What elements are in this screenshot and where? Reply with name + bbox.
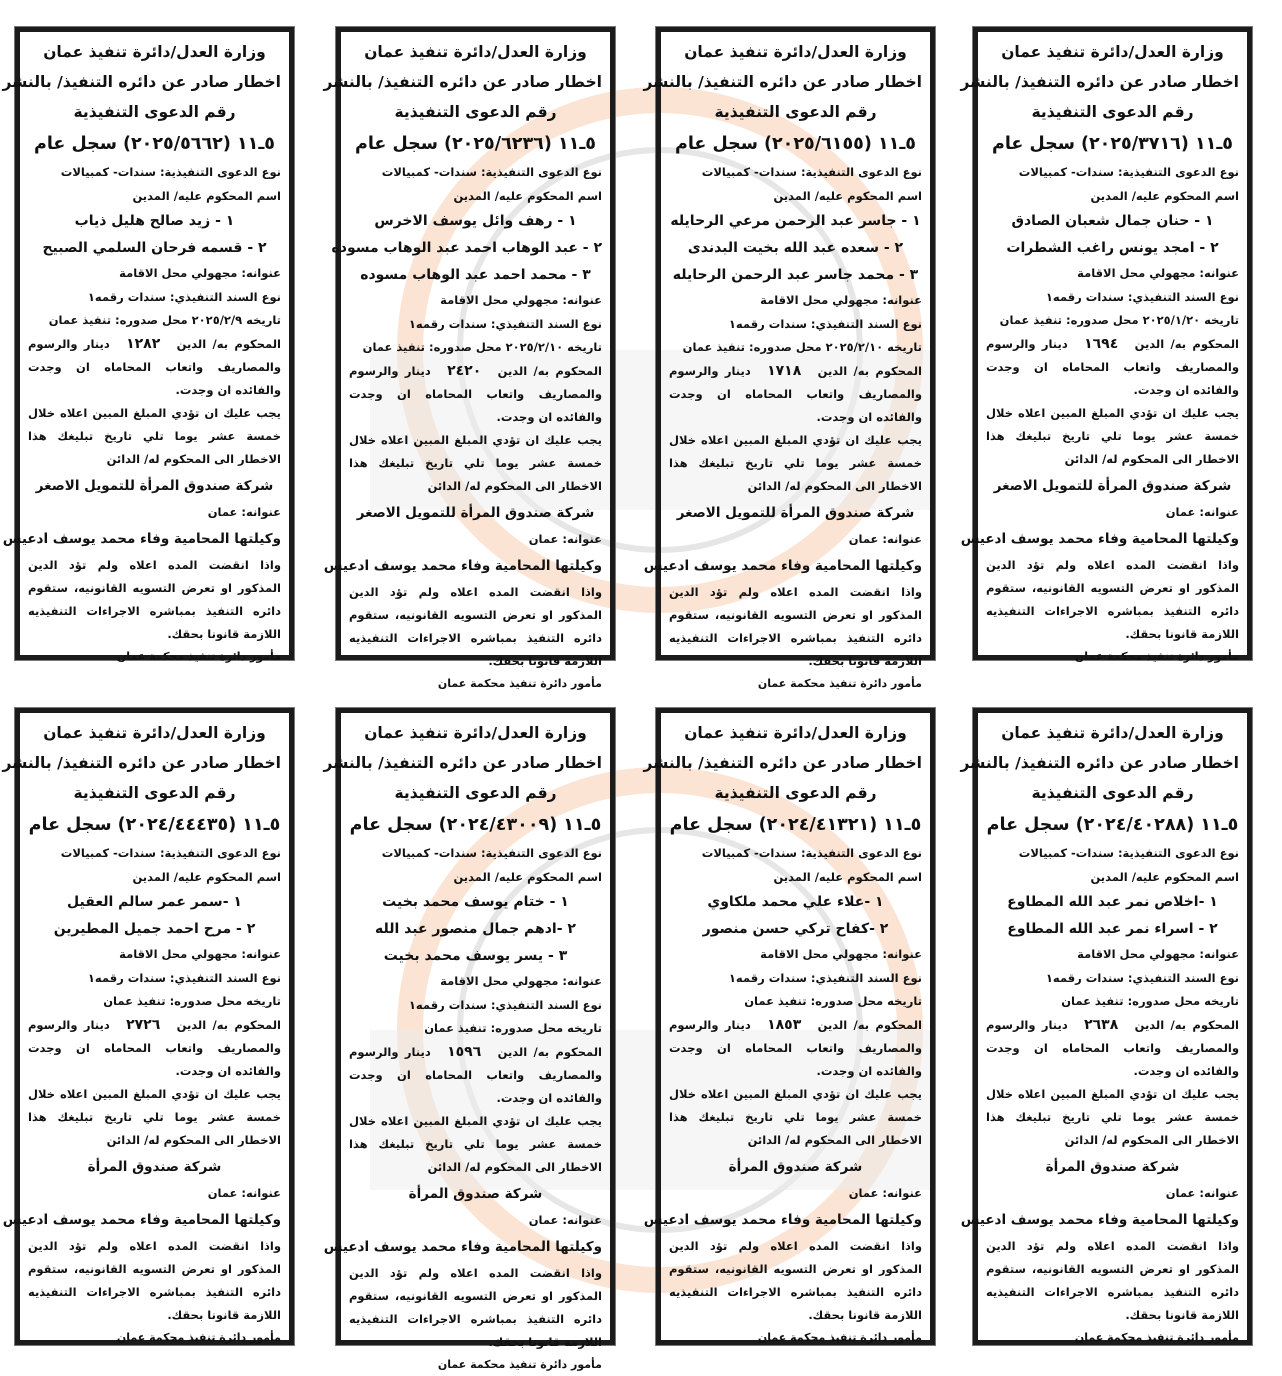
signature: مأمور دائرة تنفيذ محكمة عمان [1074, 650, 1239, 663]
lawyer-name: وكيلتها المحامية وفاء محمد يوسف ادعيس [323, 558, 602, 574]
case-number: ٥ـ١١ (٢٠٢٥/٦٢٣٦) سجل عام [355, 134, 596, 154]
debtor-name: ١ - زيد صالح هليل ذياب [74, 213, 235, 229]
ministry-title: وزارة العدل/دائرة تنفيذ عمان [684, 43, 907, 61]
debtor-label: اسم المحكوم عليه/ المدين [453, 869, 602, 884]
amount-prefix: المحكوم به/ الدين [817, 1017, 922, 1032]
creditor-name: شركة صندوق المرأة للتمويل الاصغر [356, 504, 595, 521]
creditor-name: شركة صندوق المرأة [1045, 1158, 1180, 1175]
payment-instruction: يجب عليك ان تؤدي المبلغ المبين اعلاه خلال خمسة عشر يوما تلي تاريخ تبليغك هذا الاخطار الى المحكوم له/ الدائن [349, 432, 602, 493]
fees-text: دينار والرسوم والمصاريف واتعاب المحاماه ان وجدت والفائده ان وجدت. [349, 1044, 602, 1105]
case-type: نوع الدعوى التنفيذية: سندات- كمبيالات [381, 846, 602, 860]
legal-notice [2, 27, 294, 663]
lawyer-name: وكيلتها المحامية وفاء محمد يوسف ادعيس [643, 558, 922, 574]
ministry-title: وزارة العدل/دائرة تنفيذ عمان [684, 724, 907, 742]
case-type: نوع الدعوى التنفيذية: سندات- كمبيالات [60, 165, 281, 179]
deed-date: تاريخه ٢٠٢٥/٢/٩ محل صدوره: تنفيذ عمان [48, 313, 281, 327]
case-label: رقم الدعوى التنفيذية [394, 103, 557, 121]
creditor-address: عنوانه: عمان [848, 531, 922, 546]
debtor-name: ٣ - يسر يوسف محمد بخيت [383, 948, 568, 964]
amount-paragraph [669, 360, 922, 429]
creditor-name: شركة صندوق المرأة للتمويل الاصغر [676, 504, 915, 521]
debtor-name: ١ - جاسر عبد الرحمن مرعي الرحايله [670, 213, 921, 229]
case-label: رقم الدعوى التنفيذية [73, 103, 236, 121]
lawyer-name: وكيلتها المحامية وفاء محمد يوسف ادعيس [323, 1239, 602, 1255]
debtor-address: عنوانه: مجهولي محل الاقامة [760, 947, 922, 961]
debtor-label: اسم المحكوم عليه/ المدين [132, 869, 281, 884]
debt-amount: ١٦٩٤ [1084, 335, 1119, 352]
case-label: رقم الدعوى التنفيذية [714, 784, 877, 802]
debtor-label: اسم المحكوم عليه/ المدين [132, 188, 281, 203]
deed-type: نوع السند التنفيذي: سندات رقمه١ [408, 997, 602, 1012]
creditor-name: شركة صندوق المرأة [87, 1158, 222, 1175]
case-number: ٥ـ١١ (٢٠٢٤/٤٣٠٠٩) سجل عام [349, 815, 602, 835]
creditor-address: عنوانه: عمان [1165, 1185, 1239, 1200]
fees-text: دينار والرسوم والمصاريف واتعاب المحاماه ان وجدت والفائده ان وجدت. [349, 363, 602, 424]
debtor-name: ٢ - امجد يونس راغب الشطرات [1006, 240, 1219, 256]
case-type: نوع الدعوى التنفيذية: سندات- كمبيالات [381, 165, 602, 179]
debt-amount: ١٢٨٢ [126, 335, 161, 352]
deed-date: تاريخه ٢٠٢٥/٢/١٠ محل صدوره: تنفيذ عمان [682, 340, 922, 354]
case-number: ٥ـ١١ (٢٠٢٥/٣٧١٦) سجل عام [992, 134, 1233, 154]
debtor-label: اسم المحكوم عليه/ المدين [1090, 869, 1239, 884]
deed-type: نوع السند التنفيذي: سندات رقمه١ [1045, 289, 1239, 304]
deed-date: تاريخه محل صدوره: تنفيذ عمان [103, 994, 281, 1008]
deed-type: نوع السند التنفيذي: سندات رقمه١ [1045, 970, 1239, 985]
debtor-address: عنوانه: مجهولي محل الاقامة [1077, 266, 1239, 280]
warning-text: واذا انقضت المده اعلاه ولم تؤد الدين المذكور او تعرض التسويه القانونيه، ستقوم دائره التنفيذ بمباشره الاجراءات التنفيذيه اللازمة قانونا بحقك. [28, 558, 281, 641]
debtor-name: ٢ - قسمه فرحان السلمي الصبيح [42, 240, 267, 256]
amount-paragraph [28, 333, 281, 402]
creditor-name: شركة صندوق المرأة [408, 1185, 543, 1202]
legal-notice [323, 708, 615, 1371]
deed-date: تاريخه محل صدوره: تنفيذ عمان [1061, 994, 1239, 1008]
deed-type: نوع السند التنفيذي: سندات رقمه١ [87, 289, 281, 304]
notice-title: اخطار صادر عن دائره التنفيذ/ بالنشر [2, 73, 281, 91]
case-type: نوع الدعوى التنفيذية: سندات- كمبيالات [701, 165, 922, 179]
debtor-address: عنوانه: مجهولي محل الاقامة [440, 293, 602, 307]
debt-amount: ١٨٥٣ [767, 1016, 802, 1033]
case-label: رقم الدعوى التنفيذية [394, 784, 557, 802]
amount-paragraph [986, 333, 1239, 402]
debt-amount: ٢٦٣٨ [1084, 1016, 1119, 1033]
lawyer-name: وكيلتها المحامية وفاء محمد يوسف ادعيس [960, 531, 1239, 547]
ministry-title: وزارة العدل/دائرة تنفيذ عمان [1001, 43, 1224, 61]
ministry-title: وزارة العدل/دائرة تنفيذ عمان [43, 43, 266, 61]
amount-prefix: المحكوم به/ الدين [817, 363, 922, 378]
deed-date: تاريخه ٢٠٢٥/٢/١٠ محل صدوره: تنفيذ عمان [362, 340, 602, 354]
warning-text: واذا انقضت المده اعلاه ولم تؤد الدين المذكور او تعرض التسويه القانونيه، ستقوم دائره التنفيذ بمباشره الاجراءات التنفيذيه اللازمة قانونا بحقك. [986, 1239, 1239, 1322]
debtor-name: ٢ -كفاح تركي حسن منصور [702, 921, 889, 937]
amount-prefix: المحكوم به/ الدين [176, 1017, 281, 1032]
creditor-address: عنوانه: عمان [528, 531, 602, 546]
debtor-name: ٣ - محمد احمد عبد الوهاب مسوده [360, 267, 591, 283]
debtor-name: ٢ - عبد الوهاب احمد عبد الوهاب مسوده [331, 240, 602, 256]
debtor-name: ٢ - مرح احمد جميل المطيرين [53, 921, 256, 937]
debtor-name: ٢ - سعده عبد الله بخيت البدندى [687, 240, 904, 256]
signature: مأمور دائرة تنفيذ محكمة عمان [116, 650, 281, 663]
fees-text: دينار والرسوم والمصاريف واتعاب المحاماه ان وجدت والفائده ان وجدت. [28, 1017, 281, 1078]
debtor-label: اسم المحكوم عليه/ المدين [453, 188, 602, 203]
debtor-address: عنوانه: مجهولي محل الاقامة [119, 947, 281, 961]
notice-title: اخطار صادر عن دائره التنفيذ/ بالنشر [323, 73, 602, 91]
signature: مأمور دائرة تنفيذ محكمة عمان [116, 1331, 281, 1344]
amount-paragraph [986, 1014, 1239, 1083]
signature: مأمور دائرة تنفيذ محكمة عمان [757, 1331, 922, 1344]
legal-notice [643, 708, 935, 1345]
signature: مأمور دائرة تنفيذ محكمة عمان [437, 677, 602, 690]
amount-paragraph [669, 1014, 922, 1083]
lawyer-name: وكيلتها المحامية وفاء محمد يوسف ادعيس [643, 1212, 922, 1228]
debtor-address: عنوانه: مجهولي محل الاقامة [119, 266, 281, 280]
fees-text: دينار والرسوم والمصاريف واتعاب المحاماه ان وجدت والفائده ان وجدت. [28, 336, 281, 397]
fees-text: دينار والرسوم والمصاريف واتعاب المحاماه ان وجدت والفائده ان وجدت. [669, 1017, 922, 1078]
debt-amount: ٢٧٢٦ [126, 1016, 161, 1033]
notice-title: اخطار صادر عن دائره التنفيذ/ بالنشر [960, 73, 1239, 91]
debtor-name: ٢ -ادهم جمال منصور عبد الله [375, 921, 576, 937]
creditor-name: شركة صندوق المرأة للتمويل الاصغر [993, 477, 1232, 494]
creditor-address: عنوانه: عمان [1165, 504, 1239, 519]
deed-type: نوع السند التنفيذي: سندات رقمه١ [728, 970, 922, 985]
amount-prefix: المحكوم به/ الدين [497, 363, 602, 378]
lawyer-name: وكيلتها المحامية وفاء محمد يوسف ادعيس [2, 531, 281, 547]
amount-prefix: المحكوم به/ الدين [497, 1044, 602, 1059]
notice-title: اخطار صادر عن دائره التنفيذ/ بالنشر [323, 754, 602, 772]
case-type: نوع الدعوى التنفيذية: سندات- كمبيالات [701, 846, 922, 860]
legal-notice [643, 27, 935, 690]
debt-amount: ١٧١٨ [767, 362, 802, 379]
warning-text: واذا انقضت المده اعلاه ولم تؤد الدين المذكور او تعرض التسويه القانونيه، ستقوم دائره التنفيذ بمباشره الاجراءات التنفيذيه اللازمة قانونا بحقك. [349, 1266, 602, 1349]
case-number: ٥ـ١١ (٢٠٢٥/٦١٥٥) سجل عام [675, 134, 916, 154]
creditor-name: شركة صندوق المرأة [728, 1158, 863, 1175]
lawyer-name: وكيلتها المحامية وفاء محمد يوسف ادعيس [960, 1212, 1239, 1228]
ministry-title: وزارة العدل/دائرة تنفيذ عمان [1001, 724, 1224, 742]
payment-instruction: يجب عليك ان تؤدي المبلغ المبين اعلاه خلال خمسة عشر يوما تلي تاريخ تبليغك هذا الاخطار الى المحكوم له/ الدائن [349, 1113, 602, 1174]
legal-notice [960, 708, 1252, 1345]
debtor-label: اسم المحكوم عليه/ المدين [1090, 188, 1239, 203]
amount-paragraph [28, 1014, 281, 1083]
debtor-name: ١ -اخلاص نمر عبد الله المطاوع [1007, 894, 1218, 910]
case-label: رقم الدعوى التنفيذية [73, 784, 236, 802]
debtor-address: عنوانه: مجهولي محل الاقامة [1077, 947, 1239, 961]
notice-title: اخطار صادر عن دائره التنفيذ/ بالنشر [643, 73, 922, 91]
debt-amount: ٢٤٢٠ [447, 362, 482, 379]
payment-instruction: يجب عليك ان تؤدي المبلغ المبين اعلاه خلال خمسة عشر يوما تلي تاريخ تبليغك هذا الاخطار الى المحكوم له/ الدائن [28, 1086, 281, 1147]
case-type: نوع الدعوى التنفيذية: سندات- كمبيالات [60, 846, 281, 860]
case-label: رقم الدعوى التنفيذية [1031, 784, 1194, 802]
payment-instruction: يجب عليك ان تؤدي المبلغ المبين اعلاه خلال خمسة عشر يوما تلي تاريخ تبليغك هذا الاخطار الى المحكوم له/ الدائن [669, 432, 922, 493]
amount-prefix: المحكوم به/ الدين [176, 336, 281, 351]
case-number: ٥ـ١١ (٢٠٢٤/٤٠٢٨٨) سجل عام [986, 815, 1239, 835]
deed-date: تاريخه محل صدوره: تنفيذ عمان [744, 994, 922, 1008]
case-number: ٥ـ١١ (٢٠٢٤/٤٤٤٣٥) سجل عام [28, 815, 281, 835]
case-type: نوع الدعوى التنفيذية: سندات- كمبيالات [1018, 846, 1239, 860]
warning-text: واذا انقضت المده اعلاه ولم تؤد الدين المذكور او تعرض التسويه القانونيه، ستقوم دائره التنفيذ بمباشره الاجراءات التنفيذيه اللازمة قانونا بحقك. [986, 558, 1239, 641]
debtor-name: ١ - ختام يوسف محمد بخيت [382, 894, 569, 910]
deed-date: تاريخه محل صدوره: تنفيذ عمان [424, 1021, 602, 1035]
debtor-name: ٣ - محمد جاسر عبد الرحمن الرحايله [672, 267, 919, 283]
debtor-name: ١ - رهف وائل يوسف الاخرس [374, 213, 577, 229]
signature: مأمور دائرة تنفيذ محكمة عمان [1074, 1331, 1239, 1344]
deed-type: نوع السند التنفيذي: سندات رقمه١ [728, 316, 922, 331]
creditor-address: عنوانه: عمان [528, 1212, 602, 1227]
legal-notice [323, 27, 615, 690]
fees-text: دينار والرسوم والمصاريف واتعاب المحاماه ان وجدت والفائده ان وجدت. [986, 336, 1239, 397]
payment-instruction: يجب عليك ان تؤدي المبلغ المبين اعلاه خلال خمسة عشر يوما تلي تاريخ تبليغك هذا الاخطار الى المحكوم له/ الدائن [669, 1086, 922, 1147]
debtor-name: ١ -سمر عمر سالم العقيل [67, 894, 242, 910]
creditor-address: عنوانه: عمان [848, 1185, 922, 1200]
debtor-address: عنوانه: مجهولي محل الاقامة [440, 974, 602, 988]
ministry-title: وزارة العدل/دائرة تنفيذ عمان [364, 43, 587, 61]
ministry-title: وزارة العدل/دائرة تنفيذ عمان [43, 724, 266, 742]
lawyer-name: وكيلتها المحامية وفاء محمد يوسف ادعيس [2, 1212, 281, 1228]
debtor-name: ١ - حنان جمال شعبان الصادق [1011, 213, 1214, 229]
case-type: نوع الدعوى التنفيذية: سندات- كمبيالات [1018, 165, 1239, 179]
fees-text: دينار والرسوم والمصاريف واتعاب المحاماه ان وجدت والفائده ان وجدت. [986, 1017, 1239, 1078]
payment-instruction: يجب عليك ان تؤدي المبلغ المبين اعلاه خلال خمسة عشر يوما تلي تاريخ تبليغك هذا الاخطار الى المحكوم له/ الدائن [986, 1086, 1239, 1147]
case-number: ٥ـ١١ (٢٠٢٥/٥٦٦٢) سجل عام [34, 134, 275, 154]
notice-title: اخطار صادر عن دائره التنفيذ/ بالنشر [960, 754, 1239, 772]
debt-amount: ١٥٩٦ [447, 1043, 482, 1060]
ministry-title: وزارة العدل/دائرة تنفيذ عمان [364, 724, 587, 742]
case-number: ٥ـ١١ (٢٠٢٤/٤١٣٢١) سجل عام [669, 815, 922, 835]
warning-text: واذا انقضت المده اعلاه ولم تؤد الدين المذكور او تعرض التسويه القانونيه، ستقوم دائره التنفيذ بمباشره الاجراءات التنفيذيه اللازمة قانونا بحقك. [669, 1239, 922, 1322]
amount-prefix: المحكوم به/ الدين [1134, 1017, 1239, 1032]
case-label: رقم الدعوى التنفيذية [1031, 103, 1194, 121]
creditor-address: عنوانه: عمان [207, 504, 281, 519]
deed-date: تاريخه ٢٠٢٥/١/٢٠ محل صدوره: تنفيذ عمان [999, 313, 1239, 327]
warning-text: واذا انقضت المده اعلاه ولم تؤد الدين المذكور او تعرض التسويه القانونيه، ستقوم دائره التنفيذ بمباشره الاجراءات التنفيذيه اللازمة قانونا بحقك. [28, 1239, 281, 1322]
warning-text: واذا انقضت المده اعلاه ولم تؤد الدين المذكور او تعرض التسويه القانونيه، ستقوم دائره التنفيذ بمباشره الاجراءات التنفيذيه اللازمة قانونا بحقك. [349, 585, 602, 668]
payment-instruction: يجب عليك ان تؤدي المبلغ المبين اعلاه خلال خمسة عشر يوما تلي تاريخ تبليغك هذا الاخطار الى المحكوم له/ الدائن [986, 405, 1239, 466]
deed-type: نوع السند التنفيذي: سندات رقمه١ [87, 970, 281, 985]
legal-notice [960, 27, 1252, 663]
notice-title: اخطار صادر عن دائره التنفيذ/ بالنشر [2, 754, 281, 772]
debtor-name: ١ -علاء علي محمد ملكاوي [707, 894, 884, 910]
debtor-label: اسم المحكوم عليه/ المدين [773, 188, 922, 203]
amount-paragraph [349, 360, 602, 429]
creditor-address: عنوانه: عمان [207, 1185, 281, 1200]
fees-text: دينار والرسوم والمصاريف واتعاب المحاماه ان وجدت والفائده ان وجدت. [669, 363, 922, 424]
deed-type: نوع السند التنفيذي: سندات رقمه١ [408, 316, 602, 331]
creditor-name: شركة صندوق المرأة للتمويل الاصغر [35, 477, 274, 494]
signature: مأمور دائرة تنفيذ محكمة عمان [757, 677, 922, 690]
amount-paragraph [349, 1041, 602, 1110]
debtor-address: عنوانه: مجهولي محل الاقامة [760, 293, 922, 307]
case-label: رقم الدعوى التنفيذية [714, 103, 877, 121]
notice-title: اخطار صادر عن دائره التنفيذ/ بالنشر [643, 754, 922, 772]
debtor-name: ٢ - اسراء نمر عبد الله المطاوع [1007, 921, 1218, 937]
warning-text: واذا انقضت المده اعلاه ولم تؤد الدين المذكور او تعرض التسويه القانونيه، ستقوم دائره التنفيذ بمباشره الاجراءات التنفيذيه اللازمة قانونا بحقك. [669, 585, 922, 668]
amount-prefix: المحكوم به/ الدين [1134, 336, 1239, 351]
debtor-label: اسم المحكوم عليه/ المدين [773, 869, 922, 884]
payment-instruction: يجب عليك ان تؤدي المبلغ المبين اعلاه خلال خمسة عشر يوما تلي تاريخ تبليغك هذا الاخطار الى المحكوم له/ الدائن [28, 405, 281, 466]
legal-notice [2, 708, 294, 1345]
signature: مأمور دائرة تنفيذ محكمة عمان [437, 1358, 602, 1371]
